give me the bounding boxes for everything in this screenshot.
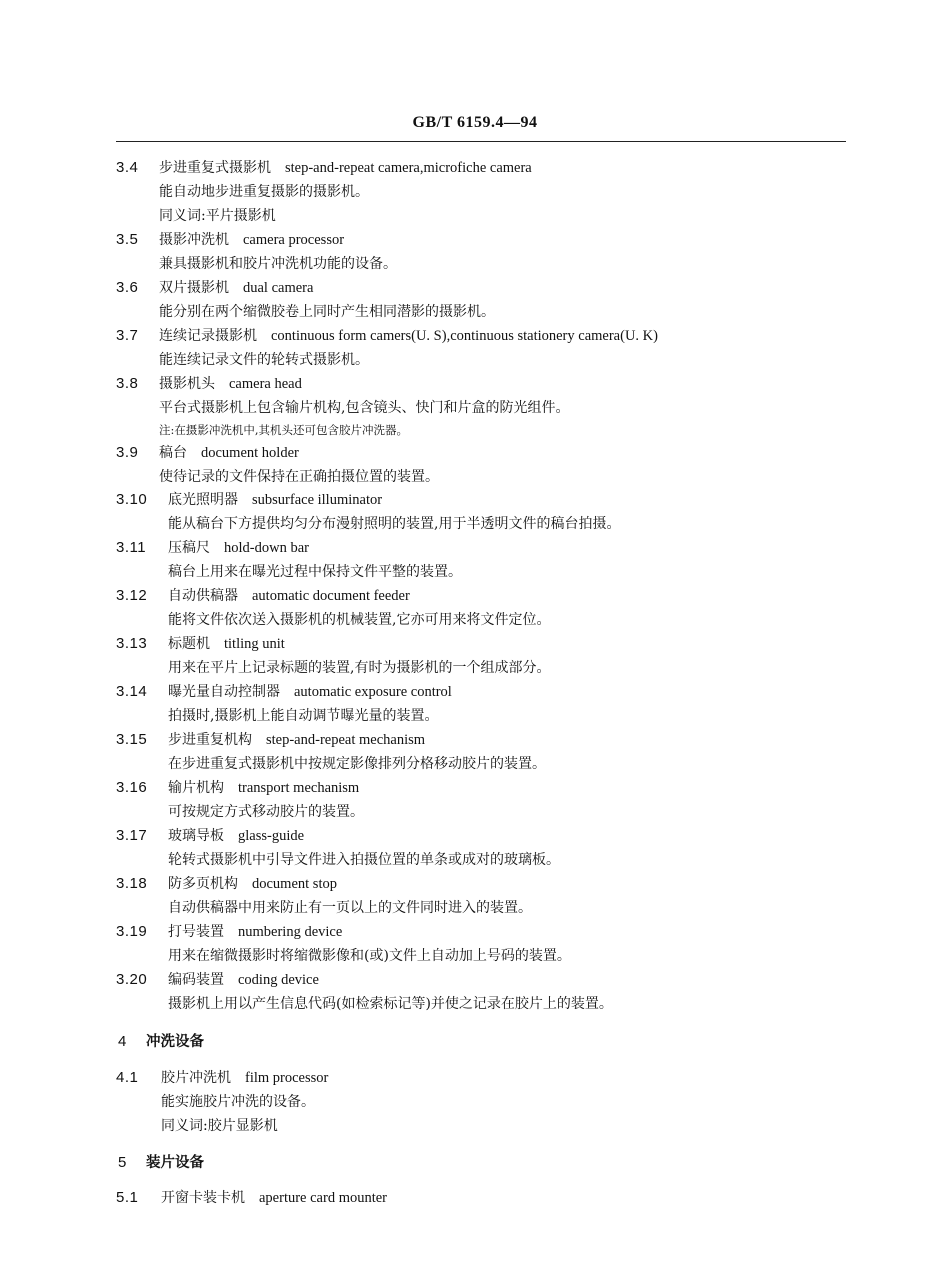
- standard-code-header: GB/T 6159.4—94: [412, 114, 538, 131]
- entry-number: 3.9: [116, 444, 139, 461]
- entry-definition: 轮转式摄影机中引导文件进入拍摄位置的单条或成对的玻璃板。: [168, 852, 560, 868]
- entry-term: 步进重复机构: [168, 732, 252, 748]
- entry-heading: [168, 972, 319, 988]
- entry-english-term: dual camera: [243, 280, 314, 296]
- entry-definition: 用来在缩微摄影时将缩微影像和(或)文件上自动加上号码的装置。: [168, 948, 571, 964]
- entry-definition: 摄影机上用以产生信息代码(如检索标记等)并使之记录在胶片上的装置。: [168, 996, 613, 1012]
- entry-english-term: transport mechanism: [238, 780, 360, 796]
- entry-english-term: hold-down bar: [224, 540, 309, 556]
- entry-definition: 平台式摄影机上包含输片机构,包含镜头、快门和片盒的防光组件。: [159, 400, 570, 416]
- entry-term: 双片摄影机: [159, 280, 229, 296]
- entry-english-term: aperture card mounter: [259, 1190, 388, 1206]
- entry-english-term: camera head: [229, 376, 302, 392]
- entry-english-term: continuous form camers(U. S),continuous stationery camera(U. K): [271, 328, 658, 344]
- entry-number: 3.14: [116, 683, 148, 700]
- entry-definition: 可按规定方式移动胶片的装置。: [168, 804, 364, 820]
- entry-term: 摄影机头: [159, 376, 215, 392]
- entry-heading: [168, 540, 309, 556]
- entry-heading: [168, 924, 342, 940]
- entry-heading: [168, 588, 410, 604]
- entry-heading: [159, 328, 658, 344]
- entry-number: 3.7: [116, 327, 139, 344]
- entry-english-term: film processor: [245, 1070, 329, 1086]
- entry-english-term: document stop: [252, 876, 337, 892]
- entry-heading: [161, 1070, 328, 1086]
- entry-english-term: step-and-repeat mechanism: [266, 732, 426, 748]
- section-number: 4: [118, 1033, 127, 1050]
- entry-definition: 在步进重复式摄影机中按规定影像排列分格移动胶片的装置。: [168, 756, 546, 772]
- entry-term: 曝光量自动控制器: [168, 684, 280, 700]
- entry-heading: [159, 160, 532, 176]
- entry-english-term: step-and-repeat camera,microfiche camera: [285, 160, 532, 176]
- entry-english-term: automatic exposure control: [294, 684, 452, 700]
- entry-term: 稿台: [159, 445, 187, 461]
- entry-heading: [168, 828, 304, 844]
- entry-definition: 自动供稿器中用来防止有一页以上的文件同时进入的装置。: [168, 900, 532, 916]
- entry-term: 连续记录摄影机: [159, 328, 257, 344]
- entry-term: 防多页机构: [168, 876, 238, 892]
- entry-heading: [168, 684, 452, 700]
- entry-term: 玻璃导板: [168, 828, 224, 844]
- entry-english-term: numbering device: [238, 924, 343, 940]
- entry-definition: 能实施胶片冲洗的设备。: [161, 1094, 315, 1110]
- entry-term: 压稿尺: [168, 540, 210, 556]
- entry-number: 3.8: [116, 375, 139, 392]
- entry-number: 3.6: [116, 279, 139, 296]
- header-rule: [116, 141, 846, 142]
- entry-term: 自动供稿器: [168, 588, 238, 604]
- entry-heading: [161, 1190, 387, 1206]
- entry-term: 输片机构: [168, 780, 224, 796]
- entry-term: 开窗卡装卡机: [161, 1190, 245, 1206]
- entry-heading: [159, 376, 302, 392]
- entry-term: 底光照明器: [168, 492, 238, 508]
- entry-number: 3.12: [116, 587, 148, 604]
- entry-english-term: camera processor: [243, 232, 345, 248]
- entry-heading: [168, 732, 425, 748]
- entry-definition: 能连续记录文件的轮转式摄影机。: [159, 352, 369, 368]
- entry-english-term: automatic document feeder: [252, 588, 410, 604]
- entry-english-term: subsurface illuminator: [252, 492, 383, 508]
- entry-number: 3.4: [116, 159, 139, 176]
- entry-heading: [159, 280, 313, 296]
- entry-definition: 使待记录的文件保持在正确拍摄位置的装置。: [159, 469, 439, 485]
- entry-number: 3.18: [116, 875, 148, 892]
- entry-definition: 能分别在两个缩微胶卷上同时产生相同潜影的摄影机。: [159, 304, 495, 320]
- entry-heading: [159, 232, 344, 248]
- entry-heading: [168, 636, 285, 652]
- entry-definition: 兼具摄影机和胶片冲洗机功能的设备。: [159, 256, 397, 272]
- entry-number: 3.19: [116, 923, 148, 940]
- entry-heading: [168, 492, 382, 508]
- entry-english-term: document holder: [201, 445, 299, 461]
- entry-definition: 能自动地步进重复摄影的摄影机。: [159, 184, 369, 200]
- entry-english-term: glass-guide: [238, 828, 305, 844]
- entry-definition: 同义词:平片摄影机: [159, 208, 276, 224]
- entry-definition: 稿台上用来在曝光过程中保持文件平整的装置。: [168, 564, 462, 580]
- entry-number: 3.5: [116, 231, 139, 248]
- entry-number: 5.1: [116, 1189, 139, 1206]
- entry-number: 3.16: [116, 779, 148, 796]
- entry-term: 标题机: [168, 636, 210, 652]
- entry-definition: 能将文件依次送入摄影机的机械装置,它亦可用来将文件定位。: [168, 612, 551, 628]
- entry-definition: 用来在平片上记录标题的装置,有时为摄影机的一个组成部分。: [168, 660, 551, 676]
- entry-number: 3.15: [116, 731, 148, 748]
- entry-term: 打号装置: [168, 924, 224, 940]
- entry-definition: 能从稿台下方提供均匀分布漫射照明的装置,用于半透明文件的稿台拍摄。: [168, 516, 621, 532]
- entry-number: 4.1: [116, 1069, 139, 1086]
- entry-term: 编码装置: [168, 972, 224, 988]
- entry-number: 3.11: [116, 539, 147, 556]
- section-title: 装片设备: [146, 1154, 204, 1171]
- entry-english-term: coding device: [238, 972, 319, 988]
- entry-definition: 拍摄时,摄影机上能自动调节曝光量的装置。: [168, 708, 439, 724]
- section-title: 冲洗设备: [146, 1033, 204, 1050]
- section-number: 5: [118, 1154, 127, 1171]
- entry-number: 3.10: [116, 491, 148, 508]
- entry-heading: [159, 445, 299, 461]
- entry-heading: [168, 876, 337, 892]
- entry-english-term: titling unit: [224, 636, 285, 652]
- entry-definition: 同义词:胶片显影机: [161, 1118, 278, 1134]
- entry-note: 注:在摄影冲洗机中,其机头还可包含胶片冲洗器。: [159, 423, 409, 437]
- entry-term: 摄影冲洗机: [159, 232, 229, 248]
- entry-number: 3.20: [116, 971, 148, 988]
- entry-number: 3.17: [116, 827, 148, 844]
- entry-heading: [168, 780, 359, 796]
- entry-term: 步进重复式摄影机: [159, 160, 271, 176]
- entry-number: 3.13: [116, 635, 148, 652]
- entry-term: 胶片冲洗机: [161, 1070, 231, 1086]
